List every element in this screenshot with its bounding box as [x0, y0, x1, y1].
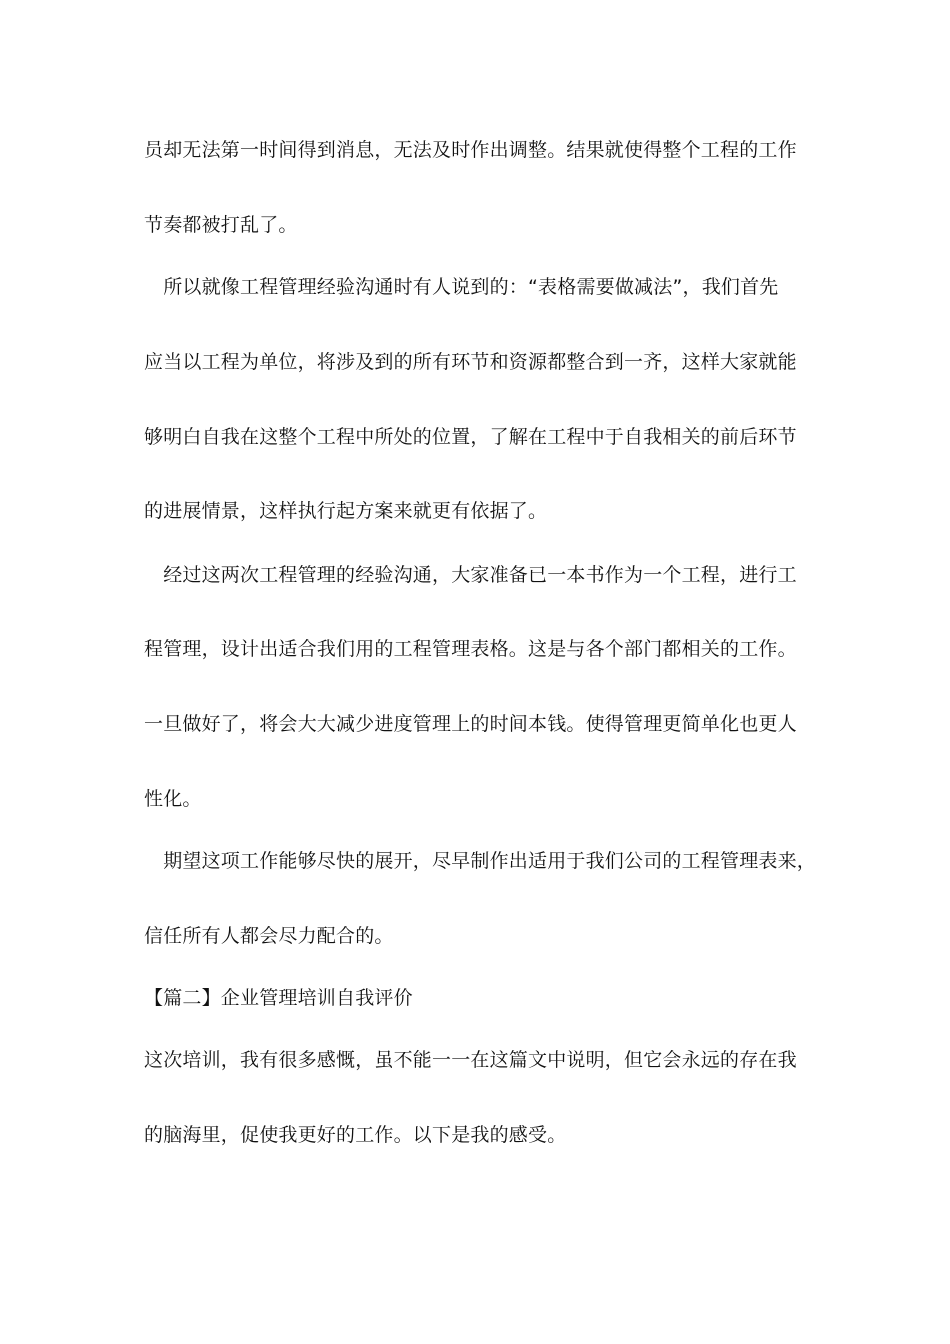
- paragraph-line: 信任所有人都会尽力配合的。: [144, 925, 394, 947]
- paragraph-line: 程管理，设计出适合我们用的工程管理表格。这是与各个部门都相关的工作。: [144, 638, 797, 660]
- paragraph-line: 应当以工程为单位，将涉及到的所有环节和资源都整合到一齐，这样大家就能: [144, 351, 797, 373]
- paragraph-line: 所以就像工程管理经验沟通时有人说到的：“表格需要做减法”，我们首先: [144, 276, 779, 298]
- paragraph-line: 够明白自我在这整个工程中所处的位置，了解在工程中于自我相关的前后环节: [144, 426, 797, 448]
- section-heading: 【篇二】企业管理培训自我评价: [144, 987, 413, 1009]
- paragraph-line: 一旦做好了，将会大大减少进度管理上的时间本钱。使得管理更简单化也更人: [144, 713, 797, 735]
- paragraph-line: 的进展情景，这样执行起方案来就更有依据了。: [144, 500, 548, 522]
- paragraph-line: 这次培训，我有很多感慨，虽不能一一在这篇文中说明，但它会永远的存在我: [144, 1049, 797, 1071]
- paragraph-line: 经过这两次工程管理的经验沟通，大家准备已一本书作为一个工程，进行工: [144, 564, 797, 586]
- paragraph-line: 的脑海里，促使我更好的工作。以下是我的感受。: [144, 1124, 567, 1146]
- paragraph-line: 节奏都被打乱了。: [144, 214, 298, 236]
- paragraph-line: 期望这项工作能够尽快的展开，尽早制作出适用于我们公司的工程管理表来，: [144, 850, 817, 872]
- paragraph-line: 性化。: [144, 788, 202, 810]
- paragraph-line: 员却无法第一时间得到消息，无法及时作出调整。结果就使得整个工程的工作: [144, 139, 797, 161]
